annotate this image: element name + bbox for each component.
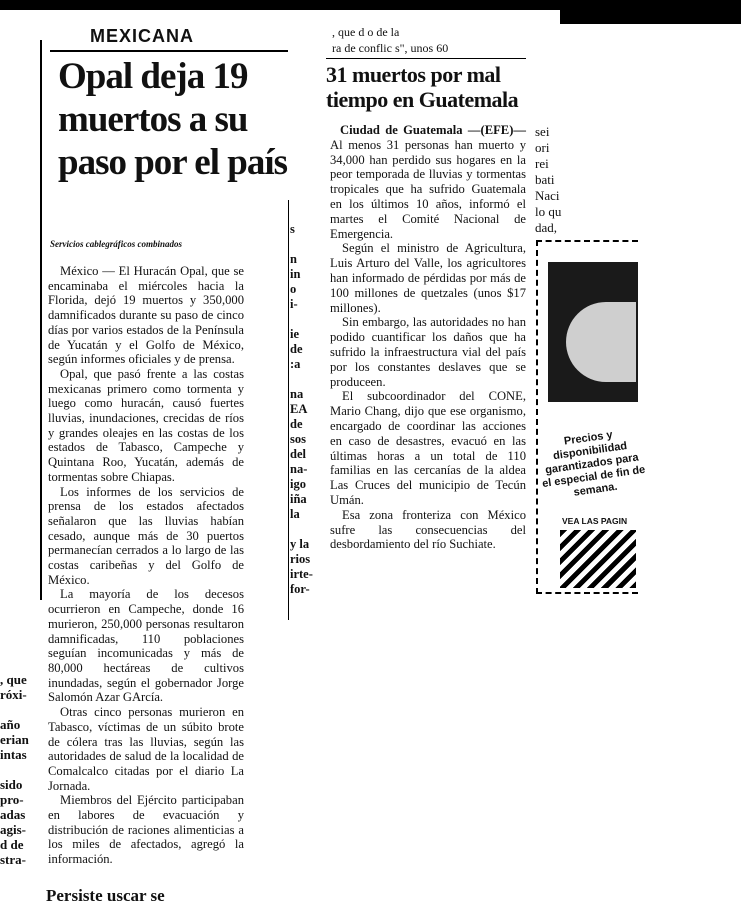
main-paragraph: Los informes de los servicios de prensa de los estados afectados señalaron que las lluvias habían cesado, aunque más de 30 puertos permanecían cerrados a lo largo de las costas caribeñas y del Golfo de México. bbox=[48, 484, 244, 587]
main-paragraph: Miembros del Ejército participaban en labores de evacuación y distribución de raciones alimenticias a los miles de afectados, agregó la información. bbox=[48, 793, 244, 867]
main-paragraph: La mayoría de los decesos ocurrieron en Campeche, donde 16 murieron, 250,000 personas resultaron damnificadas, 110 poblaciones seguían incomunicadas y más de 80,000 hectáreas de cultivos inundadas, según el gobernador Jorge Salomón Azar GArcía. bbox=[48, 587, 244, 705]
guatemala-paragraph: Sin embargo, las autoridades no han podido cuantificar los daños que ha sufrido la infraestructura vial del país por los constantes deslaves que se produceen. bbox=[330, 315, 526, 389]
column-divider bbox=[288, 200, 289, 620]
left-column-fragment: , que róxi- año erian intas sido pro- adas agis- d de stra- bbox=[0, 672, 29, 867]
guatemala-paragraph bbox=[330, 123, 526, 241]
mid-column-fragment: s n in o i- ie de :a na EA de sos del na- igo iña la y la rios irte- for- bbox=[290, 222, 313, 596]
ad-promo-link: VEA LAS PAGIN bbox=[562, 516, 628, 526]
column-divider bbox=[40, 40, 42, 600]
ad-photo-highlight bbox=[566, 302, 636, 382]
section-label: MEXICANA bbox=[90, 26, 195, 46]
article-credit: Servicios cablegráficos combinados bbox=[50, 239, 182, 249]
main-paragraph: México — El Huracán Opal, que se encaminaba el miércoles hacia la Florida, dejó 19 muertos y 350,000 damnificados durante su paso de cinco días por varios estados de la Península de Yucatán y el Golfo de México, según informes oficiales y de prensa. bbox=[48, 264, 244, 367]
top-fragment-line: , que d o de la bbox=[332, 25, 400, 39]
main-paragraph: Opal, que pasó frente a las costas mexicanas primero como tormenta y luego como huracán, causó fuertes lluvias, inundaciones, crecidas de ríos y grandes oleajes en las costas de los estados de Tabasco, Campeche y Quintana Roo, Yucatán, además de tormentas sobre Chiapas. bbox=[48, 366, 244, 484]
scan-edge-shadow bbox=[560, 0, 741, 24]
guatemala-paragraph: Según el ministro de Agricultura, Luis Arturo del Valle, los agricultores han informado de pérdidas por más de 100 millones de quetzales (unos $17 millones). bbox=[330, 241, 526, 315]
ad-promo-text: Precios y disponibilidad garantizados para el especial de fin de semana. bbox=[541, 428, 647, 499]
guatemala-paragraph: Esa zona fronteriza con México sufre las consecuencias del desbordamiento del río Suchiate. bbox=[330, 507, 526, 552]
continued-subhead: Persiste uscar se bbox=[46, 886, 165, 905]
guatemala-article-body bbox=[330, 123, 526, 552]
top-fragment-line: ra de conflic s", unos 60 bbox=[332, 41, 449, 55]
ad-stripe-pattern bbox=[560, 530, 636, 588]
guatemala-paragraph-text: Al menos 31 personas han muerto y 34,000 han perdido sus hogares en la peor temporada de lluvias y tormentas tropicales que ha sufrido Guatemala en los últimos 10 años, informó el martes el Comité Nacional de Emergencia. bbox=[330, 137, 526, 241]
guatemala-headline: 31 muertos por mal tiempo en Guatemala bbox=[326, 62, 519, 112]
section-rule bbox=[50, 50, 288, 52]
main-article-body bbox=[48, 264, 244, 867]
guatemala-paragraph: El subcoordinador del CONE, Mario Chang, dijo que ese organismo, encargado de coordinar las acciones en caso de desastres, evacuó en las últimas horas a un total de 110 familias en las cercanías de la aldea Las Cruces del municipio de Tecún Umán. bbox=[330, 389, 526, 507]
main-headline: Opal deja 19 muertos a su paso por el país bbox=[58, 56, 288, 183]
dateline: Ciudad de Guatemala —(EFE)— bbox=[340, 123, 526, 137]
right-column-fragment: sei ori rei bati Naci lo qu dad, bbox=[535, 124, 562, 235]
top-fragment bbox=[332, 24, 532, 56]
main-paragraph: Otras cinco personas murieron en Tabasco, víctimas de un súbito brote de cólera tras las lluvias, según las autoridades de salud de la localidad de Comalcalco citadas por el diario La Jornada. bbox=[48, 705, 244, 793]
article-rule bbox=[326, 58, 526, 59]
